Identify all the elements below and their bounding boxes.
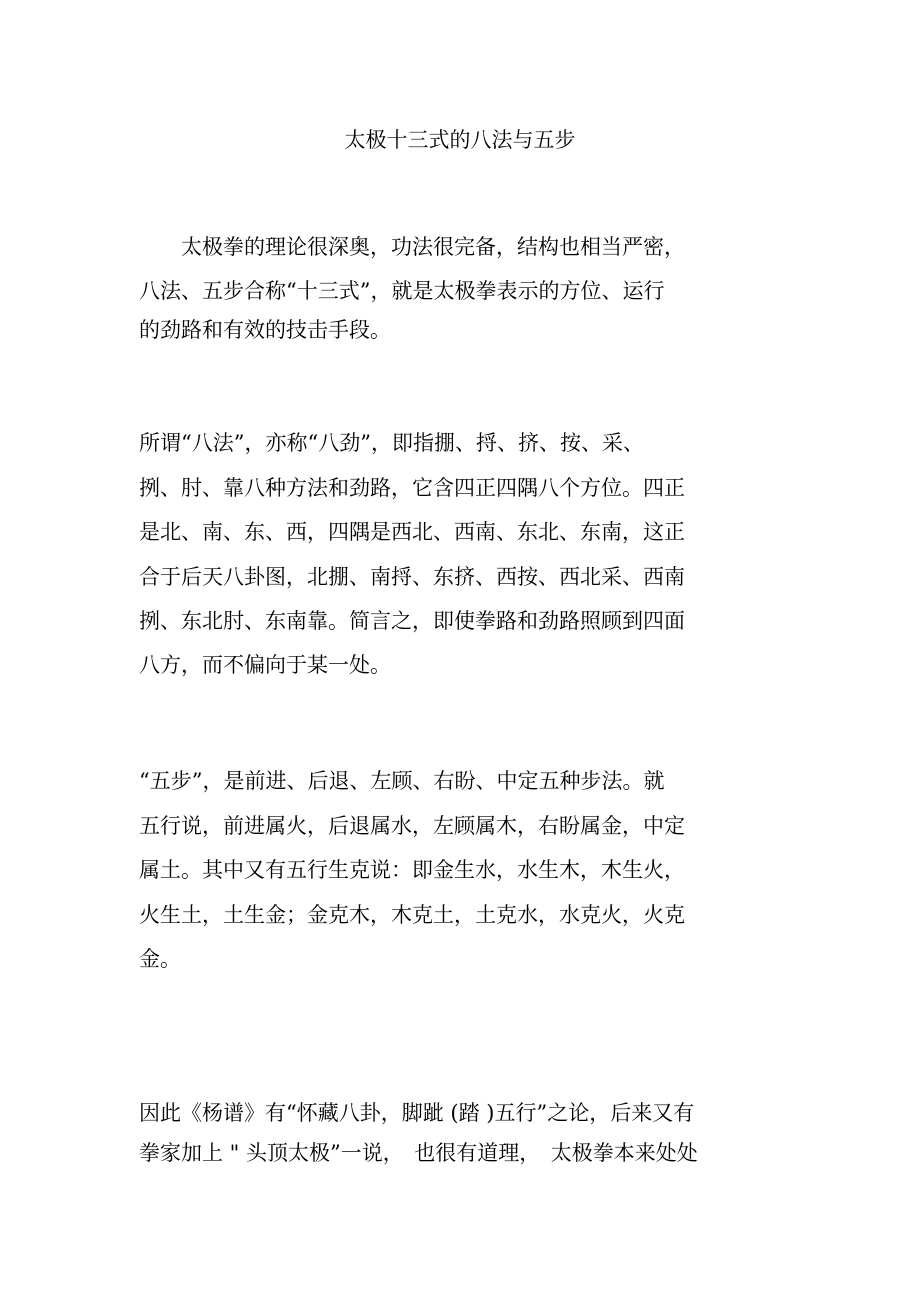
text-line: 属土。其中又有五行生克说：即金生水，水生木，木生火， (139, 858, 685, 882)
text-line: 因此《杨谱》有“怀藏八卦，脚跐 (踏 )五行”之论，后来又有 (139, 1101, 695, 1125)
text-line: 的劲路和有效的技击手段。 (139, 318, 391, 342)
text-line: 挒、东北肘、东南靠。简言之，即使拳路和劲路照顾到四面 (139, 609, 685, 633)
text-line: 合于后天八卦图，北掤、南捋、东挤、西按、西北采、西南 (139, 565, 685, 589)
text-line: 火生土，土生金；金克木，木克土，土克水，水克火，火克 (139, 903, 685, 927)
text-line: 五行说，前进属火，后退属水，左顾属木，右盼属金，中定 (139, 814, 685, 838)
document-title: 太极十三式的八法与五步 (344, 128, 576, 152)
text-line: 八方，而不偏向于某一处。 (139, 653, 391, 677)
text-line: 太极拳的理论很深奥，功法很完备，结构也相当严密， (139, 235, 685, 259)
text-line: 金。 (139, 947, 181, 971)
text-line: 挒、肘、靠八种方法和劲路，它含四正四隅八个方位。四正 (139, 476, 685, 500)
text-line: 是北、南、东、西，四隅是西北、西南、东北、东南，这正 (139, 520, 685, 544)
text-line: 拳家加上 " 头顶太极”一说， 也很有道理， 太极拳本来处处 (139, 1141, 698, 1165)
text-line: 所谓“八法”，亦称“八劲”，即指掤、捋、挤、按、采、 (139, 431, 644, 455)
text-line: “五步”，是前进、后退、左顾、右盼、中定五种步法。就 (139, 769, 665, 793)
text-line: 八法、五步合称“十三式”，就是太极拳表示的方位、运行 (139, 279, 665, 303)
